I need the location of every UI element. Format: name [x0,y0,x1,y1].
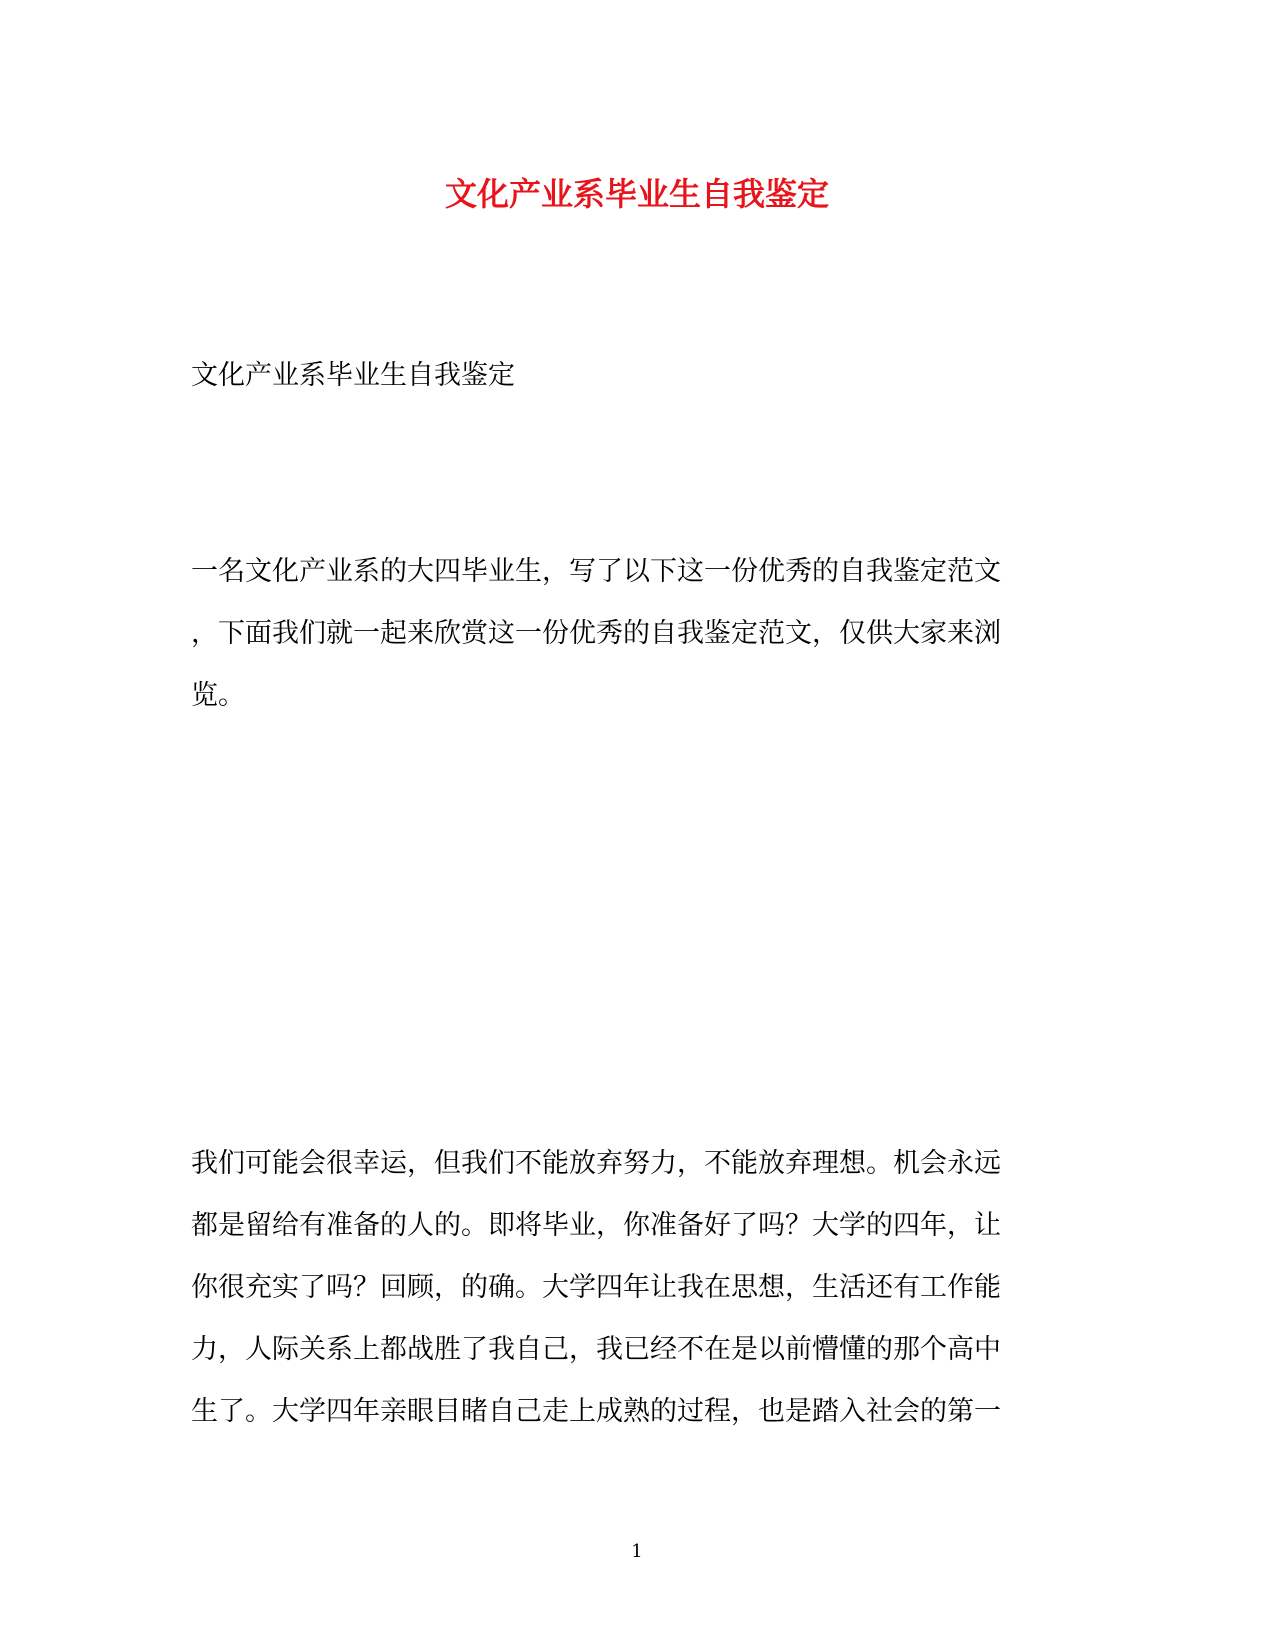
paragraph-line: 我们可能会很幸运，但我们不能放弃努力，不能放弃理想。机会永远 [191,1148,1001,1179]
document-title: 文化产业系毕业生自我鉴定 [444,175,829,213]
paragraph-line: 生了。大学四年亲眼目睹自己走上成熟的过程，也是踏入社会的第一 [191,1396,1001,1427]
body-paragraph [191,1133,1091,1443]
paragraph-line: 你很充实了吗？回顾，的确。大学四年让我在思想，生活还有工作能 [191,1272,1001,1303]
intro-paragraph [191,541,1091,727]
paragraph-line: 一名文化产业系的大四毕业生，写了以下这一份优秀的自我鉴定范文 [191,556,1001,587]
paragraph-line: 力，人际关系上都战胜了我自己，我已经不在是以前懵懂的那个高中 [191,1334,1001,1365]
paragraph-line: 览。 [191,680,245,711]
document-subtitle: 文化产业系毕业生自我鉴定 [191,360,515,391]
paragraph-line: 都是留给有准备的人的。即将毕业，你准备好了吗？大学的四年，让 [191,1210,1001,1241]
page-number: 1 [631,1541,643,1562]
paragraph-line: ，下面我们就一起来欣赏这一份优秀的自我鉴定范文，仅供大家来浏 [191,618,1001,649]
